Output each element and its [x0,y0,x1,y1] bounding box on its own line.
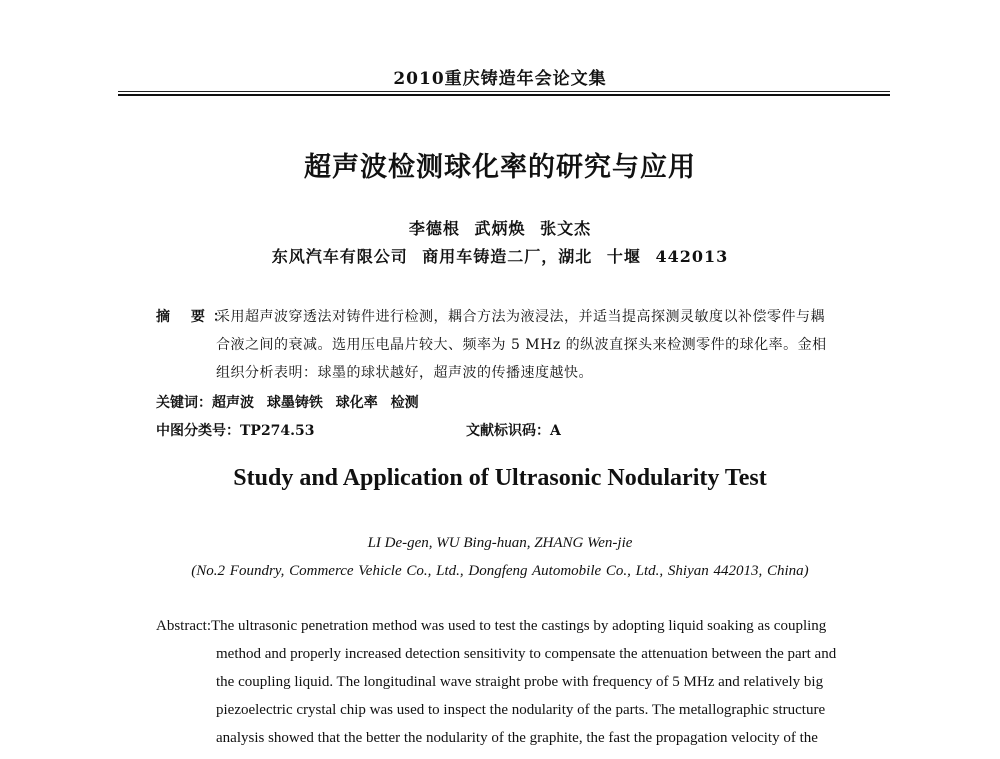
authors-chinese: 李德根 武炳焕 张文杰 [408,219,592,238]
header-rule-thick [118,94,890,96]
abstract-chinese-line: 组织分析表明：球墨的球状越好，超声波的传播速度越快。 [216,365,593,381]
abstract-chinese-line: 采用超声波穿透法对铸件进行检测，耦合方法为液浸法，并适当提高探测灵敏度以补偿零件与耦 [216,309,825,325]
abstract-english-first-line: Abstract:The ultrasonic penetration method was used to test the castings by adopting liquid soaking as coupling [156,618,827,634]
abstract-chinese-line: 合液之间的衰减。选用压电晶片较大、频率为 5 MHz 的纵波直探头来检测零件的球化率。金相 [216,337,827,353]
document-code: 文献标识码：A [466,423,561,439]
paper-title-english: Study and Application of Ultrasonic Nodularity Test [233,465,767,491]
keywords-chinese: 关键词：超声波 球墨铸铁 球化率 检测 [156,395,419,411]
abstract-label-chinese: 摘 要： [156,309,235,325]
abstract-english-line: method and properly increased detection sensitivity to compensate the attenuation between the part and [216,646,837,662]
affiliation-chinese: 东风汽车有限公司 商用车铸造二厂，湖北 十堰 442013 [271,247,729,266]
abstract-english-line: piezoelectric crystal chip was used to inspect the nodularity of the parts. The metallographic structure [216,702,826,718]
running-header: 2010重庆铸造年会论文集 [393,69,607,89]
abstract-english-line: analysis showed that the better the nodularity of the graphite, the fast the propagation velocity of the [216,730,818,746]
classification-number: 中图分类号：TP274.53 [156,423,315,439]
authors-english: LI De-gen, WU Bing-huan, ZHANG Wen-jie [367,535,633,551]
affiliation-english: (No.2 Foundry, Commerce Vehicle Co., Ltd., Dongfeng Automobile Co., Ltd., Shiyan 442013, China) [191,563,809,579]
abstract-english-line: the coupling liquid. The longitudinal wave straight probe with frequency of 5 MHz and relatively big [216,674,824,690]
paper-title-chinese: 超声波检测球化率的研究与应用 [304,152,696,183]
header-rule-thin [118,91,890,92]
